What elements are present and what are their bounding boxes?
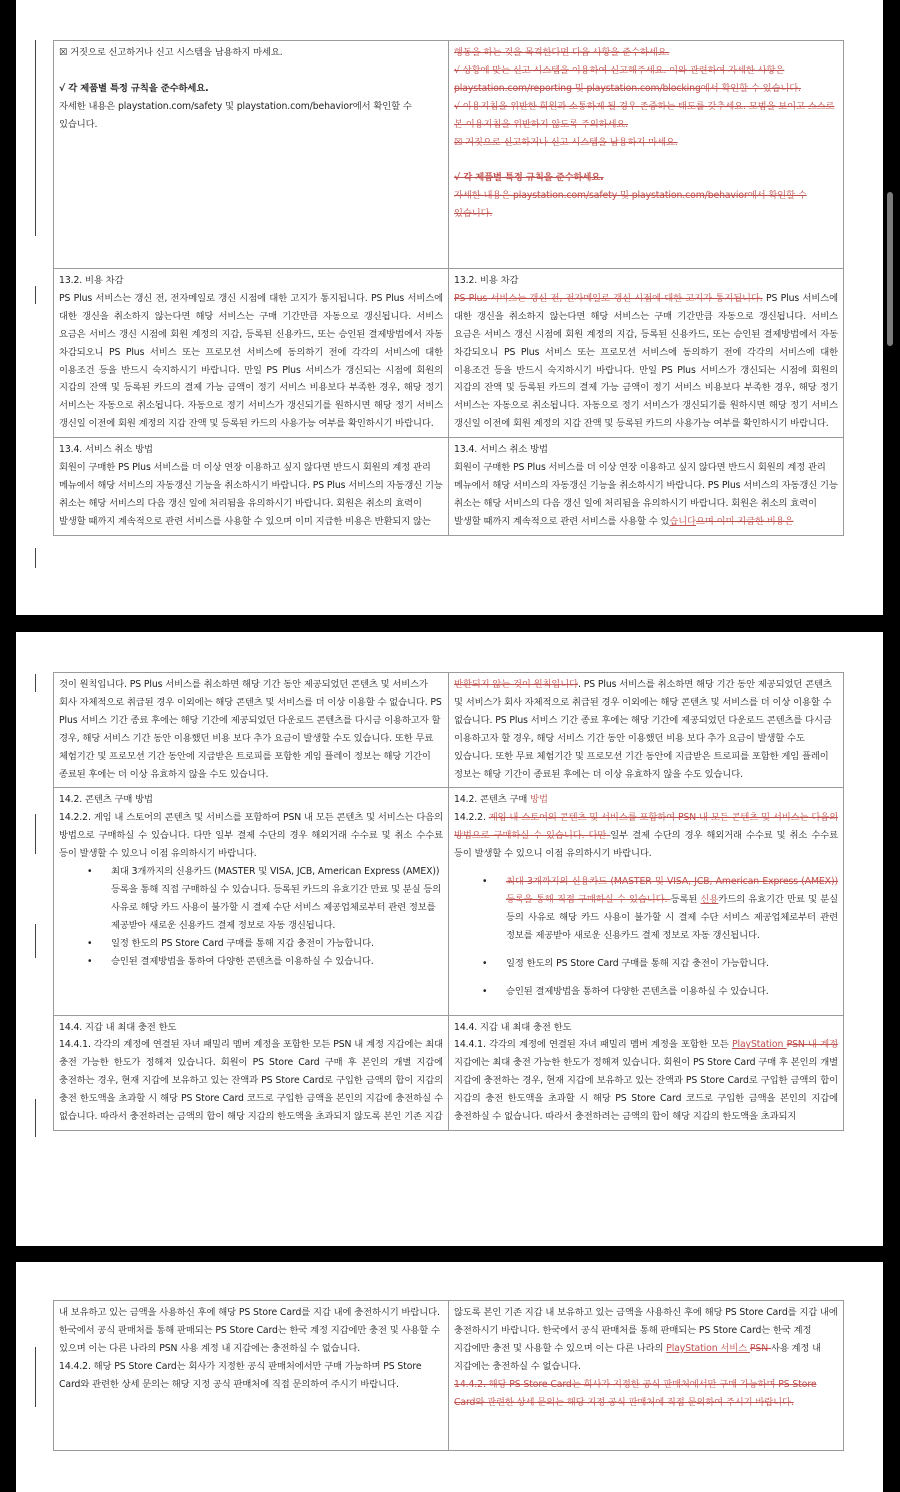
paragraph: 것이 원칙입니다. PS Plus 서비스를 취소하면 해당 기간 동안 제공되었던 콘텐츠 및 서비스가 회사 자체적으로 취급된 경우 이외에는 해당 콘텐츠 및 서비스를 더 이상 이용할 수 없습니다. PS Plus 서비스 기간 종료 후에는 해당 기간에 제공되었던 다운로드 콘텐츠를 다시금 이용하고자 할 경우, 해당 서비스 기간 동안 이용했던 비용 보다 추가 요금이 발생할 수도 있습니다. 또한 무료 체험기간 및 프로모션 기간 동안에 지급받은 트로피를 포함한 게임 플레이 정보는 해당 기간이 종료된 후에는 더 이상 유효하지 않을 수도 있습니다. [59, 679, 442, 780]
deleted-text: 으며 이미 지급한 비용은 [696, 515, 794, 527]
old-text-cell [54, 438, 449, 536]
vertical-scrollbar-thumb[interactable] [887, 192, 893, 346]
deleted-text: PSN 내 계정 [786, 1039, 838, 1051]
change-bar [35, 40, 36, 236]
new-text-cell [449, 41, 844, 269]
paragraph: 14.2.2. 게임 내 스토어의 콘텐츠 및 서비스를 포함하여 PSN 내 모든 콘텐츠 및 서비스는 다음의 방법으로 구매하실 수 있습니다. 다만 일부 결제 수단의 경우 해외거래 수수료 및 취소 수수료 등이 발생할 수 있으니 이점 유의하시기 바랍니다. [59, 812, 443, 860]
paragraph: 회원이 구매한 PS Plus 서비스를 더 이상 연장 이용하고 싶지 않다면 반드시 회원의 계정 관리 메뉴에서 해당 서비스의 자동갱신 기능을 취소하시기 바랍니다. PS Plus 서비스의 자동갱신 기능 취소는 해당 서비스의 다음 갱신 일에 처리됨을 유의하시기 바랍니다. 회원은 취소의 효력이 발생할 때까지 계속적으로 관련 서비스를 사용할 수 있습니다으며 이미 지급한 비용은 [454, 462, 838, 527]
section-heading: 14.2. 콘텐츠 구매 방법 [59, 794, 153, 806]
table-row [54, 673, 844, 788]
bold-heading: √ 각 제품별 특정 규칙을 준수하세요. [59, 82, 209, 94]
deleted-text: 행동을 하는 것을 목격한다면 다음 사항을 준수하세요. [454, 47, 670, 58]
list-item: • 승인된 결제방법을 통하여 다양한 콘텐츠를 이용하실 수 있습니다. [506, 983, 838, 1001]
section-heading: 13.4. 서비스 취소 방법 [59, 444, 153, 456]
document-page-2 [16, 632, 883, 1246]
paragraph: 반환되지 않는 것이 원칙입니다. PS Plus 서비스를 취소하면 해당 기간 동안 제공되었던 콘텐츠 및 서비스가 회사 자체적으로 취급된 경우 이외에는 해당 콘텐츠 및 서비스를 더 이상 이용할 수 없습니다. PS Plus 서비스 기간 종료 후에는 해당 기간에 제공되었던 다운로드 콘텐츠를 다시금 이용하고자 할 경우, 해당 서비스 기간 동안 이용했던 비용 보다 추가 요금이 발생할 수도 있습니다. 또한 무료 체험기간 및 프로모션 기간 동안에 지급받은 트로피를 포함한 게임 플레이 정보는 해당 기간이 종료된 후에는 더 이상 유효하지 않을 수도 있습니다. [454, 679, 832, 780]
new-text-cell [449, 1301, 844, 1451]
paragraph: 14.4.1. 각각의 계정에 연결된 자녀 패밀리 멤버 계정을 포함한 모든 PSN 내 계정 지갑에는 최대 충전 가능한 한도가 정해져 있습니다. 회원이 PS Store Card 구매 후 본인의 개별 지갑에 충전하는 경우, 현재 지갑에 보유하고 있는 잔액과 PS Store Card로 구입한 금액의 합이 지갑의 충전 한도액을 초과할 시 해당 PS Store Card 코드로 구입한 금액을 본인의 지갑에 충전하실 수 없습니다. 따라서 충전하려는 금액의 합이 해당 지갑의 한도액을 초과되지 않도록 본인 기존 지갑 [59, 1039, 443, 1123]
new-text-cell [449, 438, 844, 536]
section-heading: 13.4. 서비스 취소 방법 [454, 444, 548, 456]
deleted-text: 게임 내 스토어의 콘텐츠 및 서비스를 포함하여 PSN 내 모든 콘텐츠 및 서비스는 다음의 방법으로 구매하실 수 있습니다. 다만 [454, 812, 838, 842]
old-text-cell [54, 41, 449, 269]
paragraph: 14.2.2. 게임 내 스토어의 콘텐츠 및 서비스를 포함하여 PSN 내 모든 콘텐츠 및 서비스는 다음의 방법으로 구매하실 수 있습니다. 다만 일부 결제 수단의 경우 해외거래 수수료 및 취소 수수료 등이 발생할 수 있으니 이점 유의하시기 바랍니다. [454, 812, 838, 860]
inserted-text: PlayStation [731, 1039, 787, 1051]
paragraph: PS Plus 서비스는 갱신 전, 전자메일로 갱신 시점에 대한 고지가 통지됩니다. PS Plus 서비스에 대한 갱신을 취소하지 않는다면 해당 서비스는 구매 기간만큼 자동으로 갱신됩니다. 서비스 요금은 서비스 갱신 시점에 회원 계정의 지갑, 등록된 신용카드, 또는 승인된 결제방법에서 자동 차감되오니 PS Plus 서비스 또는 프로모션 서비스에 동의하기 전에 각각의 서비스에 대한 이용조건 등을 반드시 숙지하시기 바랍니다. 만일 PS Plus 서비스가 갱신되는 시점에 회원의 지갑의 잔액 및 등록된 카드의 결제 가능 금액이 정기 서비스 비용보다 부족한 경우, 해당 정기 서비스는 자동으로 취소됩니다. 자동으로 정기 서비스가 갱신되기를 원하시면 해당 정기 서비스 갱신일 이전에 회원 계정의 지갑 잔액 및 등록된 카드의 사용가능 여부를 확인하시기 바랍니다. [59, 292, 443, 430]
paragraph: PS Plus 서비스는 갱신 전, 전자메일로 갱신 시점에 대한 고지가 통지됩니다. PS Plus 서비스에 대한 갱신을 취소하지 않는다면 해당 서비스는 구매 기간만큼 자동으로 갱신됩니다. 서비스 요금은 서비스 갱신 시점에 회원 계정의 지갑, 등록된 신용카드, 또는 승인된 결제방법에서 자동 차감되오니 PS Plus 서비스 또는 프로모션 서비스에 동의하기 전에 각각의 서비스에 대한 이용조건 등을 반드시 숙지하시기 바랍니다. 만일 PS Plus 서비스가 갱신되는 시점에 회원의 지갑의 잔액 및 등록된 카드의 결제 가능 금액이 정기 서비스 비용보다 부족한 경우, 해당 정기 서비스는 자동으로 취소됩니다. 자동으로 정기 서비스가 갱신되기를 원하시면 해당 정기 서비스 갱신일 이전에 회원 계정의 지갑 잔액 및 등록된 카드의 사용가능 여부를 확인하시기 바랍니다. [454, 292, 838, 430]
section-heading: 13.2. 비용 차감 [59, 275, 124, 286]
old-text-cell [54, 1015, 449, 1130]
section-heading: 13.2. 비용 차감 [454, 275, 519, 286]
comparison-table [53, 1300, 844, 1451]
change-bar [35, 286, 36, 304]
bullet-list [454, 873, 838, 1000]
table-row [54, 269, 844, 438]
paragraph: 내 보유하고 있는 금액을 사용하신 후에 해당 PS Store Card를 지갑 내에 충전하시기 바랍니다. 한국에서 공식 판매처를 통해 판매되는 PS Store Card는 한국 계정 지갑에만 충전 및 사용할 수 있으며 이는 다른 나라의 PSN 사용 계정 내 지갑에는 충전하실 수 없습니다. [59, 1307, 440, 1354]
change-bar [35, 814, 36, 854]
inserted-text: 방법 [530, 794, 548, 806]
paragraph: 14.4.2. 해당 PS Store Card는 회사가 지정한 공식 판매처에서만 구매 가능하며 PS Store Card와 관련한 상세 문의는 해당 지정 공식 판매처에 직접 문의하여 주시기 바랍니다. [59, 1360, 422, 1390]
inserted-text: 신용 [700, 893, 719, 905]
deleted-text: √ 이용지침을 위반한 회원과 소통하게 될 경우 존중하는 태도를 갖추세요. 모범을 보이고 스스로 본 이용지침을 위반하지 않도록 주의하세요. [454, 100, 835, 130]
new-text-cell [449, 1015, 844, 1130]
deleted-text: 자세한 내용은 playstation.com/safety 및 playstation.com/behavior에서 확인할 수 있습니다. [454, 190, 807, 220]
deleted-text: 최대 3개까지의 신용카드 (MASTER 및 VISA, JCB, American Express (AMEX)) 등록을 통해 직접 구매하실 수 있습니다. [506, 876, 838, 905]
document-page-1 [16, 0, 883, 615]
bullet-list [59, 863, 443, 970]
deleted-text: 14.4.2. 해당 PS Store Card는 회사가 지정한 공식 판매처에서만 구매 가능하며 PS Store Card와 관련한 상세 문의는 해당 지정 공식 판매처에 직접 문의하여 주시기 바랍니다. [454, 1378, 817, 1408]
change-bar [35, 924, 36, 958]
old-text-cell [54, 1301, 449, 1451]
table-row [54, 41, 844, 269]
table-row [54, 1015, 844, 1130]
new-text-cell [449, 673, 844, 788]
new-text-cell [449, 269, 844, 438]
deleted-text: PS Plus 서비스는 갱신 전, 전자메일로 갱신 시점에 대한 고지가 통지됩니다. [454, 292, 763, 304]
inserted-text: 습니다 [669, 515, 697, 527]
deleted-text: ☒ 거짓으로 신고하거나 신고 시스템을 남용하지 마세요. [454, 136, 678, 148]
paragraph: 자세한 내용은 playstation.com/safety 및 playstation.com/behavior에서 확인할 수 있습니다. [59, 100, 412, 130]
change-bar [35, 1347, 36, 1407]
document-page-3 [16, 1262, 883, 1492]
section-heading: 14.4. 지갑 내 최대 충전 한도 [59, 1021, 177, 1033]
list-item: • 최대 3개까지의 신용카드 (MASTER 및 VISA, JCB, American Express (AMEX)) 등록을 통해 직접 구매하실 수 있습니다. 등록된 신용카드의 유효기간 만료 및 분실 등의 사유로 해당 카드 사용이 불가할 시 결제 수단 서비스 제공업체로부터 관련 정보를 제공받아 새로운 신용카드 결제 정보로 자동 갱신됩니다. [506, 873, 838, 945]
list-item: • 최대 3개까지의 신용카드 (MASTER 및 VISA, JCB, American Express (AMEX)) 등록을 통해 직접 구매하실 수 있습니다. 등록된 카드의 유효기간 만료 및 분실 등의 사유로 해당 카드 사용이 불가할 시 결제 수단 서비스 제공업체로부터 관련 정보를 제공받아 새로운 신용카드 결제 정보로 자동 갱신됩니다. [111, 863, 443, 935]
deleted-text: 반환되지 않는 것이 원칙입니다 [454, 679, 579, 690]
list-item: • 승인된 결제방법을 통하여 다양한 콘텐츠를 이용하실 수 있습니다. [111, 953, 443, 971]
comparison-table [53, 672, 844, 1131]
table-row [54, 788, 844, 1015]
table-row [54, 438, 844, 536]
paragraph: ☒ 거짓으로 신고하거나 신고 시스템을 남용하지 마세요. [59, 47, 283, 58]
inserted-text: PlayStation 서비스 [666, 1342, 750, 1354]
comparison-table [53, 40, 844, 536]
table-row [54, 1301, 844, 1451]
old-text-cell [54, 673, 449, 788]
new-text-cell [449, 788, 844, 1015]
deleted-text: √ 상황에 맞는 신고 시스템을 이용하여 신고해주세요. 이와 관련하여 자세한 사항은 playstation.com/reporting 및 playstation.com/blocking에서 확인할 수 있습니다. [454, 64, 801, 94]
old-text-cell [54, 788, 449, 1015]
change-bar [35, 674, 36, 692]
change-bar [35, 548, 36, 568]
paragraph: 14.4.1. 각각의 계정에 연결된 자녀 패밀리 멤버 계정을 포함한 모든 PlayStation PSN 내 계정 지갑에는 최대 충전 가능한 한도가 정해져 있습니다. 회원이 PS Store Card 구매 후 본인의 개별 지갑에 충전하는 경우, 현재 지갑에 보유하고 있는 잔액과 PS Store Card로 구입한 금액의 합이 지갑의 충전 한도액을 초과할 시 해당 PS Store Card 코드로 구입한 금액을 본인의 지갑에 충전하실 수 없습니다. 따라서 충전하려는 금액의 합이 해당 지갑의 한도액을 초과되지 [454, 1039, 838, 1123]
change-bar [35, 1099, 36, 1137]
list-item: • 일정 한도의 PS Store Card 구매를 통해 지갑 충전이 가능합니다. [111, 935, 443, 953]
deleted-text: √ 각 제품별 특정 규칙을 준수하세요. [454, 172, 604, 184]
paragraph: 회원이 구매한 PS Plus 서비스를 더 이상 연장 이용하고 싶지 않다면 반드시 회원의 계정 관리 메뉴에서 해당 서비스의 자동갱신 기능을 취소하시기 바랍니다. PS Plus 서비스의 자동갱신 기능 취소는 해당 서비스의 다음 갱신 일에 처리됨을 유의하시기 바랍니다. 회원은 취소의 효력이 발생할 때까지 계속적으로 관련 서비스를 사용할 수 있으며 이미 지급한 비용은 반환되지 않는 [59, 462, 443, 527]
old-text-cell [54, 269, 449, 438]
section-heading: 14.4. 지갑 내 최대 충전 한도 [454, 1021, 572, 1033]
deleted-text: PSN [749, 1342, 771, 1354]
list-item: • 일정 한도의 PS Store Card 구매를 통해 지갑 충전이 가능합니다. [506, 955, 838, 973]
paragraph: 않도록 본인 기존 지갑 내 보유하고 있는 금액을 사용하신 후에 해당 PS Store Card를 지갑 내에 충전하시기 바랍니다. 한국에서 공식 판매처를 통해 판매되는 PS Store Card는 한국 계정 지갑에만 충전 및 사용할 수 있으며 이는 다른 나라의 PlayStation 서비스 PSN 사용 계정 내 지갑에는 충전하실 수 없습니다. [454, 1307, 838, 1372]
section-heading: 14.2. 콘텐츠 구매 방법 [454, 794, 548, 806]
